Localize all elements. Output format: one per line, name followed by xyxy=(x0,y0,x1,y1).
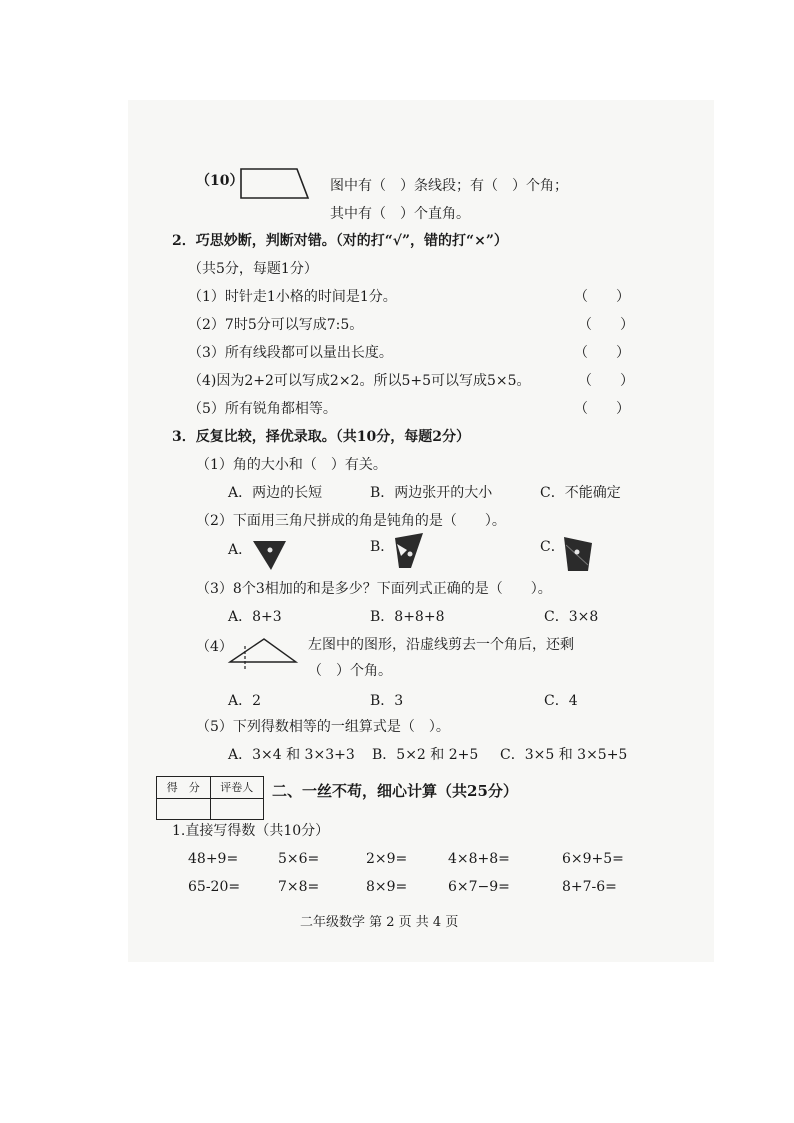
q10-line2: 其中有（ ）个直角。 xyxy=(330,206,470,222)
choice-q5-stem: （5）下列得数相等的一组算式是（ ）。 xyxy=(196,719,450,735)
choice-q4-stem-line2: （ ）个角。 xyxy=(308,663,392,679)
choice-q4-number: （4） xyxy=(196,639,233,655)
judge-blank-3: （ ） xyxy=(574,345,630,361)
judge-item-4: （4)因为2+2可以写成2×2。所以5+5可以写成5×5。 xyxy=(188,373,531,389)
score-cell[interactable] xyxy=(157,798,211,820)
score-label: 得 分 xyxy=(157,777,211,799)
section2-title: 2．巧思妙断，判断对错。（对的打“√”，错的打“×”） xyxy=(172,233,508,249)
choice-q5-option-a: A．3×4 和 3×3+3 xyxy=(228,747,355,763)
q10-number: （10） xyxy=(196,173,244,189)
choice-q1-option-a: A．两边的长短 xyxy=(228,485,323,501)
choice-q2-option-b: B． xyxy=(370,539,395,555)
choice-q5-option-b: B．5×2 和 2+5 xyxy=(372,747,479,763)
choice-q2-stem: （2）下面用三角尺拼成的角是钝角的是（ ）。 xyxy=(196,513,506,529)
choice-q1-option-b: B．两边张开的大小 xyxy=(370,485,493,501)
judge-item-2: （2）7时5分可以写成7:5。 xyxy=(188,317,364,333)
choice-q1-stem: （1）角的大小和（ ）有关。 xyxy=(196,457,387,473)
choice-q4-option-a: A．2 xyxy=(228,693,262,709)
page-footer: 二年级数学 第 2 页 共 4 页 xyxy=(300,915,459,930)
choice-q2-option-c: C． xyxy=(540,539,565,555)
calc-item: 6×7−9= xyxy=(448,879,510,895)
calc-item: 8×9= xyxy=(366,879,408,895)
judge-blank-4: （ ） xyxy=(578,373,634,389)
triangle-ruler-angle-b-icon xyxy=(393,532,429,570)
section3-title: 3．反复比较，择优录取。（共10分，每题2分） xyxy=(172,429,470,445)
calc-item: 7×8= xyxy=(278,879,320,895)
choice-q4-option-b: B．3 xyxy=(370,693,404,709)
calc-item: 8+7-6= xyxy=(562,879,617,895)
triangle-cut-figure xyxy=(228,634,300,670)
trapezoid-figure xyxy=(240,167,310,201)
choice-q1-option-c: C．不能确定 xyxy=(540,485,621,501)
grader-cell[interactable] xyxy=(210,798,264,820)
choice-q4-stem-line1: 左图中的图形，沿虚线剪去一个角后，还剩 xyxy=(308,637,574,653)
judge-item-1: （1）时针走1小格的时间是1分。 xyxy=(188,289,397,305)
choice-q3-option-a: A．8+3 xyxy=(228,609,282,625)
calc-item: 65-20= xyxy=(188,879,241,895)
calc-item: 4×8+8= xyxy=(448,851,510,867)
judge-blank-5: （ ） xyxy=(574,401,630,417)
calc-item: 5×6= xyxy=(278,851,320,867)
section2-subtitle: （共5分，每题1分） xyxy=(188,261,318,277)
judge-blank-1: （ ） xyxy=(574,289,630,305)
calc-item: 2×9= xyxy=(366,851,408,867)
triangle-ruler-angle-c-icon xyxy=(562,535,596,573)
q10-line1: 图中有（ ）条线段；有（ ）个角； xyxy=(330,178,568,194)
judge-item-5: （5）所有锐角都相等。 xyxy=(188,401,337,417)
choice-q5-option-c: C．3×5 和 3×5+5 xyxy=(500,747,628,763)
calc-item: 48+9= xyxy=(188,851,239,867)
choice-q2-option-a: A． xyxy=(228,542,253,558)
calc-item: 6×9+5= xyxy=(562,851,624,867)
judge-blank-2: （ ） xyxy=(578,317,634,333)
choice-q4-option-c: C．4 xyxy=(544,693,578,709)
choice-q3-option-c: C．3×8 xyxy=(544,609,599,625)
calc-title: 1.直接写得数（共10分） xyxy=(172,823,330,839)
score-box xyxy=(156,776,264,820)
judge-item-3: （3）所有线段都可以量出长度。 xyxy=(188,345,393,361)
part2-title: 二、一丝不苟，细心计算（共25分） xyxy=(272,782,518,800)
grader-label: 评卷人 xyxy=(210,777,264,799)
choice-q3-stem: （3）8个3相加的和是多少？下面列式正确的是（ ）。 xyxy=(196,581,552,597)
choice-q3-option-b: B．8+8+8 xyxy=(370,609,445,625)
triangle-ruler-angle-a-icon xyxy=(252,538,288,572)
